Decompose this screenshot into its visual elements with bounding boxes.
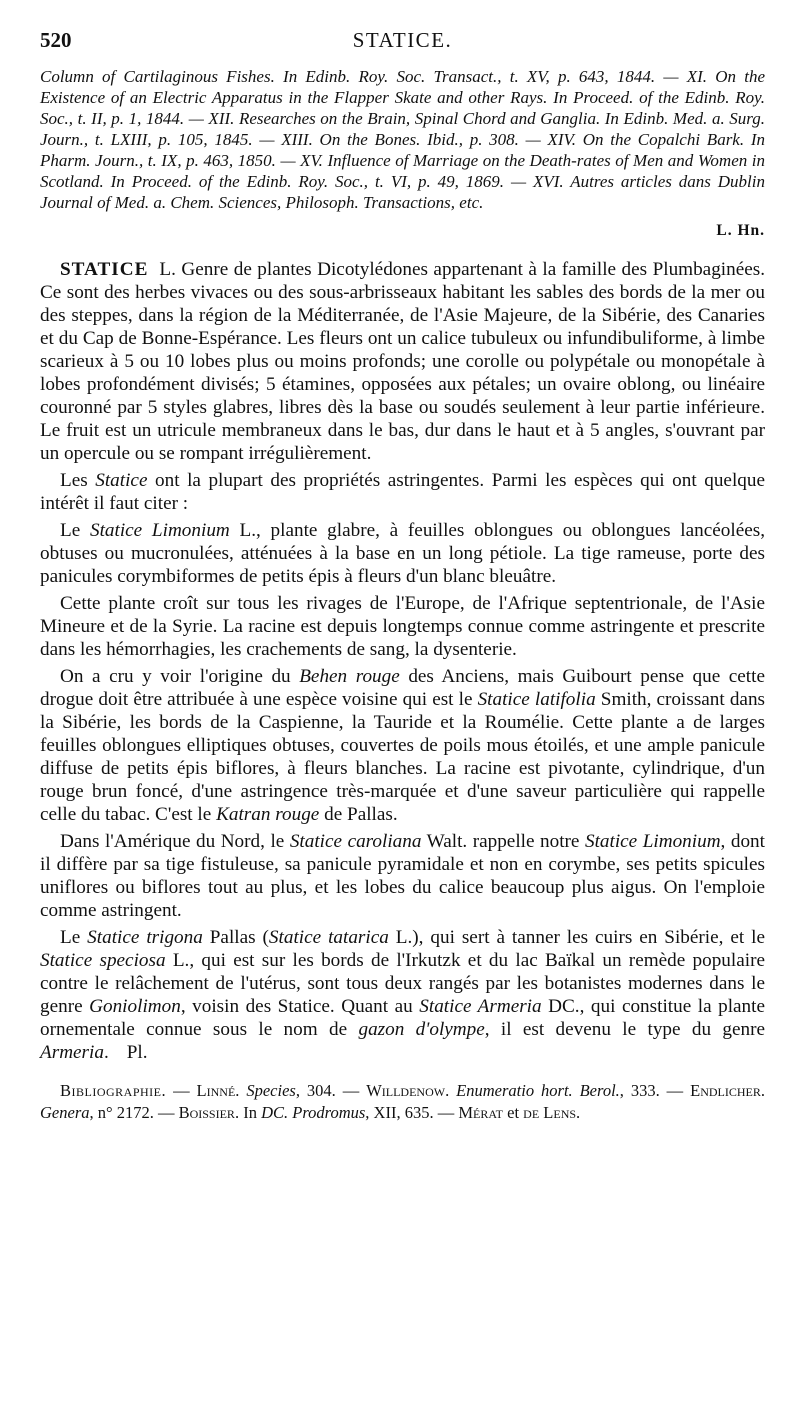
entry-headword: STATICE xyxy=(60,259,149,280)
species-name: Katran rouge xyxy=(216,804,320,825)
entry-paragraph-2: Les Statice ont la plupart des propriétés astringentes. Parmi les espèces qui ont quelque intérêt il faut citer : xyxy=(40,470,765,514)
entry-paragraph-1 xyxy=(40,258,765,465)
genus-name: Armeria xyxy=(40,1042,104,1063)
bib-author: Willdenow. xyxy=(366,1081,450,1100)
bib-author: Mérat xyxy=(458,1103,503,1122)
entry-signature: Pl. xyxy=(126,1042,148,1063)
bib-work: Enumeratio hort. Berol. xyxy=(449,1081,620,1100)
species-name: Statice Armeria xyxy=(419,996,542,1017)
species-name: Statice tatarica xyxy=(268,927,389,948)
bib-author: Endlicher. xyxy=(690,1081,766,1100)
page-number: 520 xyxy=(40,28,72,52)
genus-name: Goniolimon xyxy=(89,996,181,1017)
species-name: Behen rouge xyxy=(299,666,400,687)
common-name: gazon d'olympe xyxy=(358,1019,485,1040)
entry-paragraph-5: On a cru y voir l'origine du Behen rouge des Anciens, mais Guibourt pense que cette drogue doit être attribuée à une espèce voisine qui est le Statice latifolia Smith, croissant dans la Sibérie, les bords de la Caspienne, la Tauride et la Roumélie. Cette plante a de larges feuilles oblongues elliptiques obtuses, couvertes de poils mous étoilés, et une ample panicule diffuse de petits épis biflores, à fleurs blanches. La racine est pivotante, cylindrique, d'un rouge brun foncé, d'une astringence très-marquée et d'une saveur particulière qui rappelle celle du tabac. C'est le Katran rouge de Pallas. xyxy=(40,666,765,825)
bib-author: Linné. xyxy=(196,1081,240,1100)
species-name: Statice latifolia xyxy=(477,689,596,710)
bib-work: Species xyxy=(239,1081,296,1100)
bibliography-label: Bibliographie. xyxy=(60,1081,167,1100)
body-text xyxy=(40,66,765,1124)
entry-paragraph-3: Le Statice Limonium L., plante glabre, à feuilles oblongues ou oblongues lancéolées, obtuses ou mucronulées, atténuées à la base en un long pétiole. La tige rameuse, porte des panicules corymbiformes de petits épis à fleurs d'un blanc bleuâtre. xyxy=(40,520,765,587)
running-title: STATICE. xyxy=(352,28,453,52)
species-name: Statice Limonium xyxy=(89,520,230,541)
author-signature: L. Hn. xyxy=(716,222,765,239)
headword-author: L. xyxy=(159,259,176,280)
bib-work: DC. Prodromus xyxy=(261,1103,366,1122)
bib-work: Genera xyxy=(40,1103,90,1122)
entry-paragraph-4: Cette plante croît sur tous les rivages de l'Europe, de l'Afrique septentrionale, de l'Asie Mineure et de la Syrie. La racine est depuis longtemps connue comme astringente et prescrite dans les hémorrhagies, les crachements de sang, la dysenterie. xyxy=(40,593,765,660)
species-name: Statice trigona xyxy=(87,927,203,948)
bib-author: Boissier. xyxy=(178,1103,240,1122)
bib-author: de Lens. xyxy=(523,1103,581,1122)
previous-entry-continuation: Column of Cartilaginous Fishes. In Edinb. Roy. Soc. Transact., t. XV, p. 643, 1844. — XI. On the Existence of an Electric Apparatus in the Flapper Skate and other Rays. In Proceed. of the Edinb. Roy. Soc., t. II, p. 1, 1844. — XII. Researches on the Brain, Spinal Chord and Ganglia. In Edinb. Med. a. Surg. Journ., t. LXIII, p. 105, 1845. — XIII. On the Bones. Ibid., p. 308. — XIV. On the Copalchi Bark. In Pharm. Journ., t. IX, p. 463, 1850. — XV. Influence of Marriage on the Death-rates of Men and Women in Scotland. In Proceed. of the Edinb. Roy. Soc., t. VI, p. 49, 1869. — XVI. Autres articles dans Dublin Journal of Med. a. Chem. Sciences, Philosoph. Transactions, etc. xyxy=(40,67,765,212)
species-name: Statice Limonium xyxy=(584,831,721,852)
entry-paragraph-7: Le Statice trigona Pallas (Statice tatarica L.), qui sert à tanner les cuirs en Sibérie, et le Statice speciosa L., qui est sur les bords de l'Irkutzk et du lac Baïkal un remède populaire contre le relâchement de l'utérus, sont tous deux rangés par les botanistes modernes dans le genre Goniolimon, voisin des Statice. Quant au Statice Armeria DC., qui constitue la plante ornementale connue sous le nom de gazon d'olympe, il est devenu le type du genre Armeria. Pl. xyxy=(40,927,766,1063)
species-name: Statice xyxy=(95,470,148,491)
species-name: Statice caroliana xyxy=(289,831,422,852)
species-name: Statice speciosa xyxy=(40,950,166,971)
entry-paragraph-6: Dans l'Amérique du Nord, le Statice caroliana Walt. rappelle notre Statice Limonium, dont il diffère par sa tige fistuleuse, sa panicule pyramidale et non en corymbe, ses petits spicules uniflores ou biflores tout au plus, et les lobes du calice beaucoup plus aigus. On l'emploie comme astringent. xyxy=(40,831,765,921)
bibliography: Bibliographie. — Linné. Species, 304. — Willdenow. Enumeratio hort. Berol., 333. — Endlicher. Genera, n° 2172. — Boissier. In DC. Prodromus, XII, 635. — Mérat et de Lens. xyxy=(40,1081,766,1122)
entry-definition: Genre de plantes Dicotylédones appartenant à la famille des Plumbaginées. Ce sont des herbes vivaces ou des sous-arbrisseaux habitant les sables des bords de la mer ou des steppes, dans la région de la Méditerranée, de l'Asie Majeure, de la Sibérie, des Canaries et du Cap de Bonne-Espérance. Les fleurs ont un calice tubuleux ou infundibuliforme, à limbe scarieux à 5 ou 10 lobes plus ou moins profonds; une corolle ou polypétale ou monopétale à lobes profondément divisés; 5 étamines, opposées aux pétales; un ovaire oblong, ou linéaire couronné par 5 styles glabres, libres dès la base ou soudés seulement à leur partie inférieure. Le fruit est un utricule membraneux dans le bas, dur dans le haut et à 5 angles, s'ouvrant par un opercule ou se rompant irrégulièrement. xyxy=(40,259,766,464)
page-header xyxy=(40,28,765,58)
